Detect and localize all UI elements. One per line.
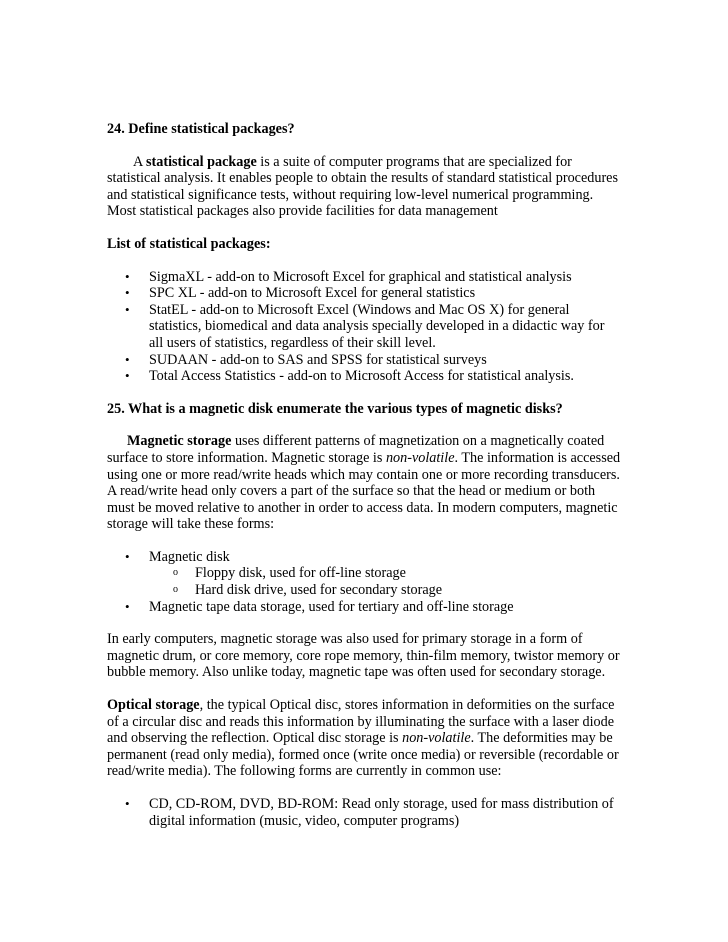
bullet-icon: • xyxy=(125,351,130,367)
term-statistical-package: statistical package xyxy=(146,153,257,170)
term-non-volatile: non-volatile xyxy=(385,449,455,466)
list-item: • StatEL - add-on to Microsoft Excel (Windows and Mac OS X) for general statistics, biomedical and data analysis specially developed in a didactic way for all users of statistics, regardless of their skill level. xyxy=(125,301,605,351)
list-item: • CD, CD-ROM, DVD, BD-ROM: Read only storage, used for mass distribution of digital information (music, video, computer programs) xyxy=(125,796,614,829)
statistical-package-definition: A statistical package is a suite of computer programs that are specialized for statistical analysis. It enables people to obtain the results of standard statistical procedures and statistical significance tests, without requiring low-level numerical programming. Most statistical packages also provide facilities for data management xyxy=(107,153,618,220)
list-item: • SUDAAN - add-on to SAS and SPSS for statistical surveys xyxy=(125,351,487,368)
magnetic-storage-paragraph: Magnetic storage uses different patterns of magnetization on a magnetically coated surface to store information. Magnetic storage is non-volatile. The information is accessed using one or more read/write heads which may contain one or more recording transducers. A read/write head only covers a part of the surface so that the head or medium or both must be moved relative to another in order to access data. In modern computers, magnetic storage will take these forms: xyxy=(107,433,621,533)
bullet-icon: • xyxy=(125,268,130,284)
term-non-volatile: non-volatile xyxy=(402,730,471,747)
bullet-icon: • xyxy=(125,285,130,301)
optical-storage-paragraph: Optical storage, the typical Optical disc, stores information in deformities on the surface of a circular disc and reads this information by illuminating the surface with a laser diode and observing the reflection. Optical disc storage is non-volatile. The deformities may be permanent (read only media), formed once (write once media) or reversible (recordable or read/write media). The following forms are currently in common use: xyxy=(107,697,619,780)
bullet-icon: • xyxy=(125,548,130,564)
list-item: • SigmaXL - add-on to Microsoft Excel for graphical and statistical analysis xyxy=(125,268,572,285)
bullet-icon: • xyxy=(125,368,130,384)
bullet-icon: • xyxy=(125,796,130,811)
magnetic-forms-list xyxy=(107,549,622,615)
circle-bullet-icon: o xyxy=(173,584,178,596)
circle-bullet-icon: o xyxy=(173,567,178,579)
package-list-heading: List of statistical packages: xyxy=(107,235,271,252)
list-item: • Magnetic disk o Floppy disk, used for off-line storage o Hard disk drive, used for secondary storage xyxy=(107,549,622,599)
early-computers-paragraph: In early computers, magnetic storage was also used for primary storage in a form of magnetic drum, or core memory, core rope memory, thin-film memory, twistor memory or bubble memory. Also unlike today, magnetic tape was often used for secondary storage. xyxy=(107,631,620,681)
question-24-heading: 24. Define statistical packages? xyxy=(107,121,295,137)
term-optical-storage: Optical storage xyxy=(107,697,200,714)
sub-list-item: o Floppy disk, used for off-line storage xyxy=(173,565,406,582)
sub-list-item: o Hard disk drive, used for secondary storage xyxy=(173,582,443,599)
list-item: • SPC XL - add-on to Microsoft Excel for general statistics xyxy=(125,285,476,302)
question-25-heading: 25. What is a magnetic disk enumerate the various types of magnetic disks? xyxy=(107,400,563,417)
package-list xyxy=(107,269,622,385)
bullet-icon: • xyxy=(125,301,130,317)
list-item: • Magnetic tape data storage, used for tertiary and off-line storage xyxy=(125,598,514,615)
term-magnetic-storage: Magnetic storage xyxy=(127,433,232,450)
document-page xyxy=(107,96,622,829)
magnetic-disk-sublist xyxy=(149,565,622,598)
list-item: • Total Access Statistics - add-on to Microsoft Access for statistical analysis. xyxy=(125,368,574,385)
bullet-icon: • xyxy=(125,598,130,614)
optical-forms-list xyxy=(107,796,622,829)
